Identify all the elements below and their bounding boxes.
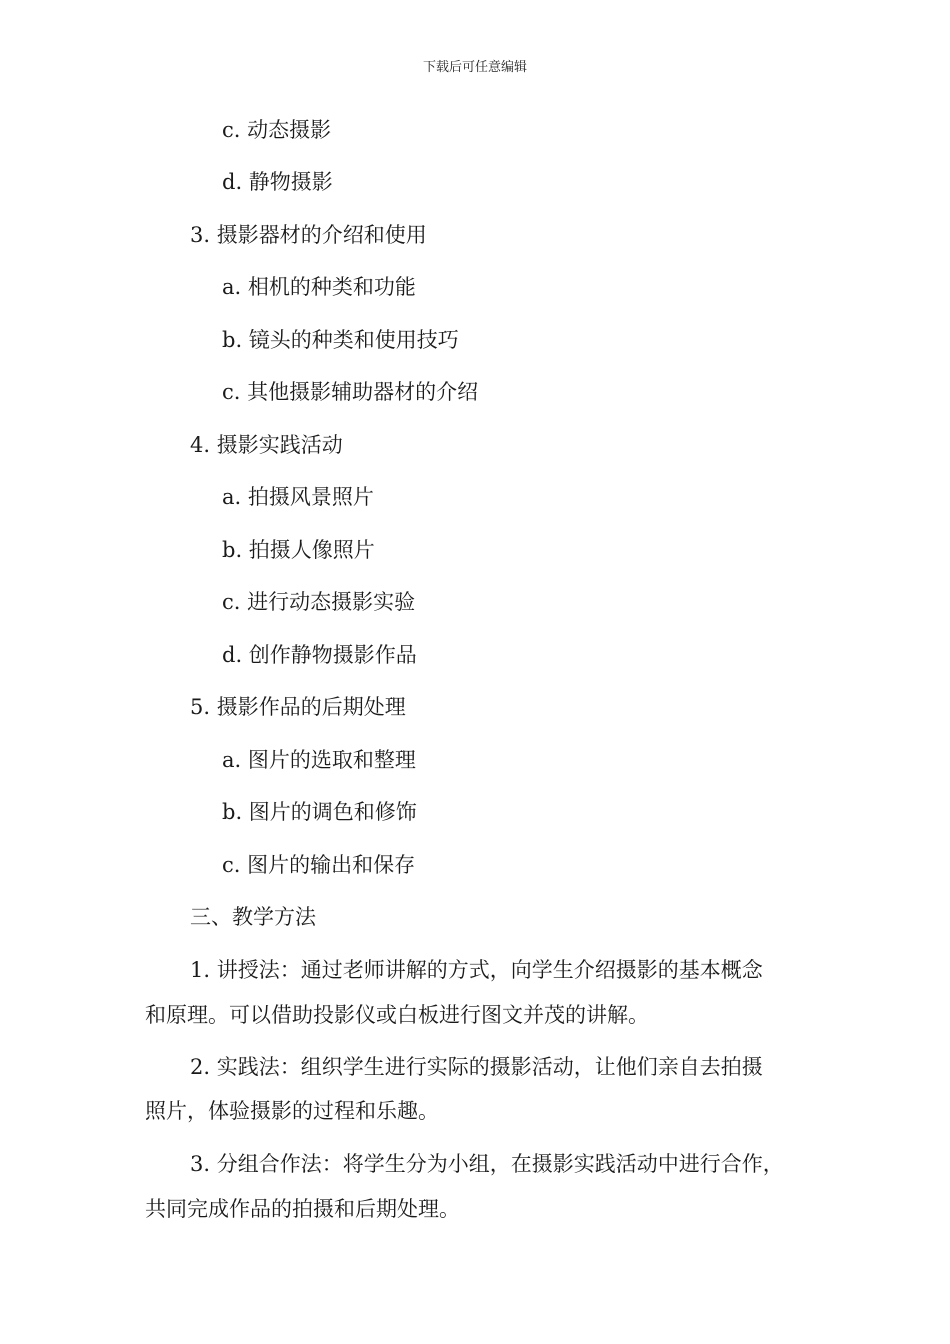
list-item: a. 相机的种类和功能 (222, 275, 416, 299)
list-item: d. 静物摄影 (222, 170, 333, 194)
list-item: b. 图片的调色和修饰 (222, 800, 417, 824)
section-heading: 3. 摄影器材的介绍和使用 (190, 223, 427, 247)
list-item: c. 动态摄影 (222, 118, 332, 142)
paragraph-line: 共同完成作品的拍摄和后期处理。 (145, 1197, 460, 1221)
paragraph-line: 照片，体验摄影的过程和乐趣。 (145, 1099, 439, 1123)
list-item: c. 图片的输出和保存 (222, 853, 416, 877)
list-item: a. 拍摄风景照片 (222, 485, 374, 509)
list-item: c. 其他摄影辅助器材的介绍 (222, 380, 479, 404)
list-item: b. 镜头的种类和使用技巧 (222, 328, 459, 352)
page-header: 下载后可任意编辑 (422, 60, 527, 75)
list-item: a. 图片的选取和整理 (222, 748, 416, 772)
paragraph-line: 1. 讲授法：通过老师讲解的方式，向学生介绍摄影的基本概念 (190, 958, 763, 982)
list-item: d. 创作静物摄影作品 (222, 643, 417, 667)
chapter-heading: 三、教学方法 (190, 905, 316, 929)
paragraph-line: 和原理。可以借助投影仪或白板进行图文并茂的讲解。 (145, 1003, 649, 1027)
list-item: c. 进行动态摄影实验 (222, 590, 416, 614)
paragraph-line: 3. 分组合作法：将学生分为小组，在摄影实践活动中进行合作， (190, 1152, 784, 1176)
section-heading: 4. 摄影实践活动 (190, 433, 343, 457)
paragraph-line: 2. 实践法：组织学生进行实际的摄影活动，让他们亲自去拍摄 (190, 1055, 763, 1079)
section-heading: 5. 摄影作品的后期处理 (190, 695, 406, 719)
list-item: b. 拍摄人像照片 (222, 538, 375, 562)
